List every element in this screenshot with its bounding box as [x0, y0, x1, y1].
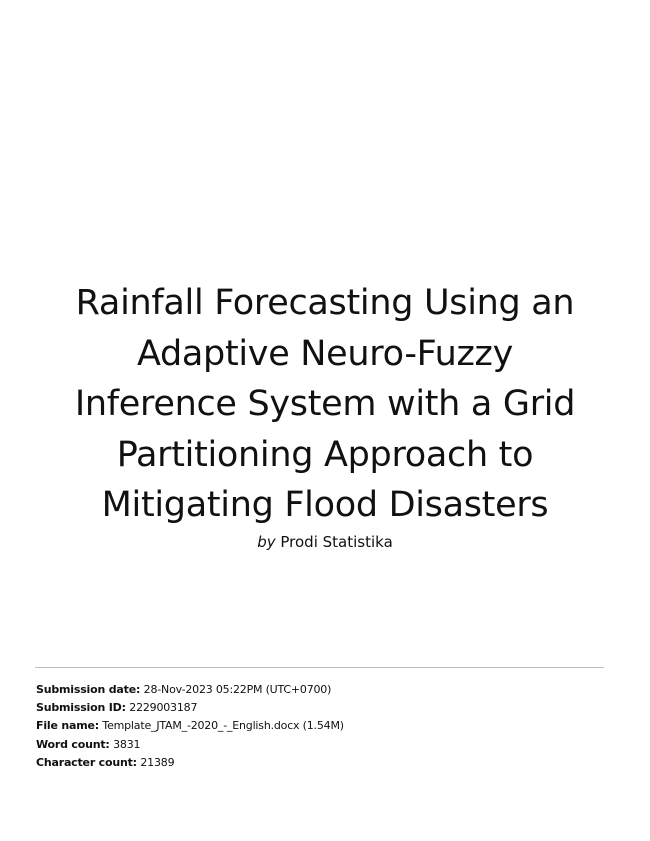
submission-date-row	[36, 681, 344, 699]
author-name: Prodi Statistika	[280, 532, 393, 551]
file-name-label: File name:	[36, 719, 99, 733]
character-count-label: Character count:	[36, 755, 137, 769]
title-line: Mitigating Flood Disasters	[101, 485, 549, 525]
file-name-row	[36, 717, 344, 735]
word-count-row	[36, 736, 344, 754]
character-count-row	[36, 754, 344, 772]
submission-id-value: 2229003187	[129, 701, 198, 715]
title-line: Inference System with a Grid	[74, 384, 576, 424]
submission-date-label: Submission date:	[36, 683, 141, 696]
submission-date-value: 28-Nov-2023 05:22PM (UTC+0700)	[143, 683, 332, 696]
divider	[35, 667, 604, 668]
word-count-label: Word count:	[36, 737, 110, 751]
submission-info	[36, 681, 344, 772]
file-name-value: Template_JTAM_-2020_-_English.docx (1.54M)	[102, 719, 344, 733]
title-line: Adaptive Neuro-Fuzzy	[136, 333, 514, 374]
title-block	[40, 278, 610, 552]
byline-prefix: by	[257, 532, 276, 551]
byline	[40, 532, 610, 552]
word-count-value: 3831	[113, 737, 141, 751]
document-title	[40, 278, 610, 531]
submission-id-label: Submission ID:	[36, 701, 126, 715]
title-line: Rainfall Forecasting Using an	[75, 283, 575, 323]
submission-id-row	[36, 699, 344, 717]
title-line: Partitioning Approach to	[116, 434, 534, 475]
character-count-value: 21389	[140, 755, 175, 769]
